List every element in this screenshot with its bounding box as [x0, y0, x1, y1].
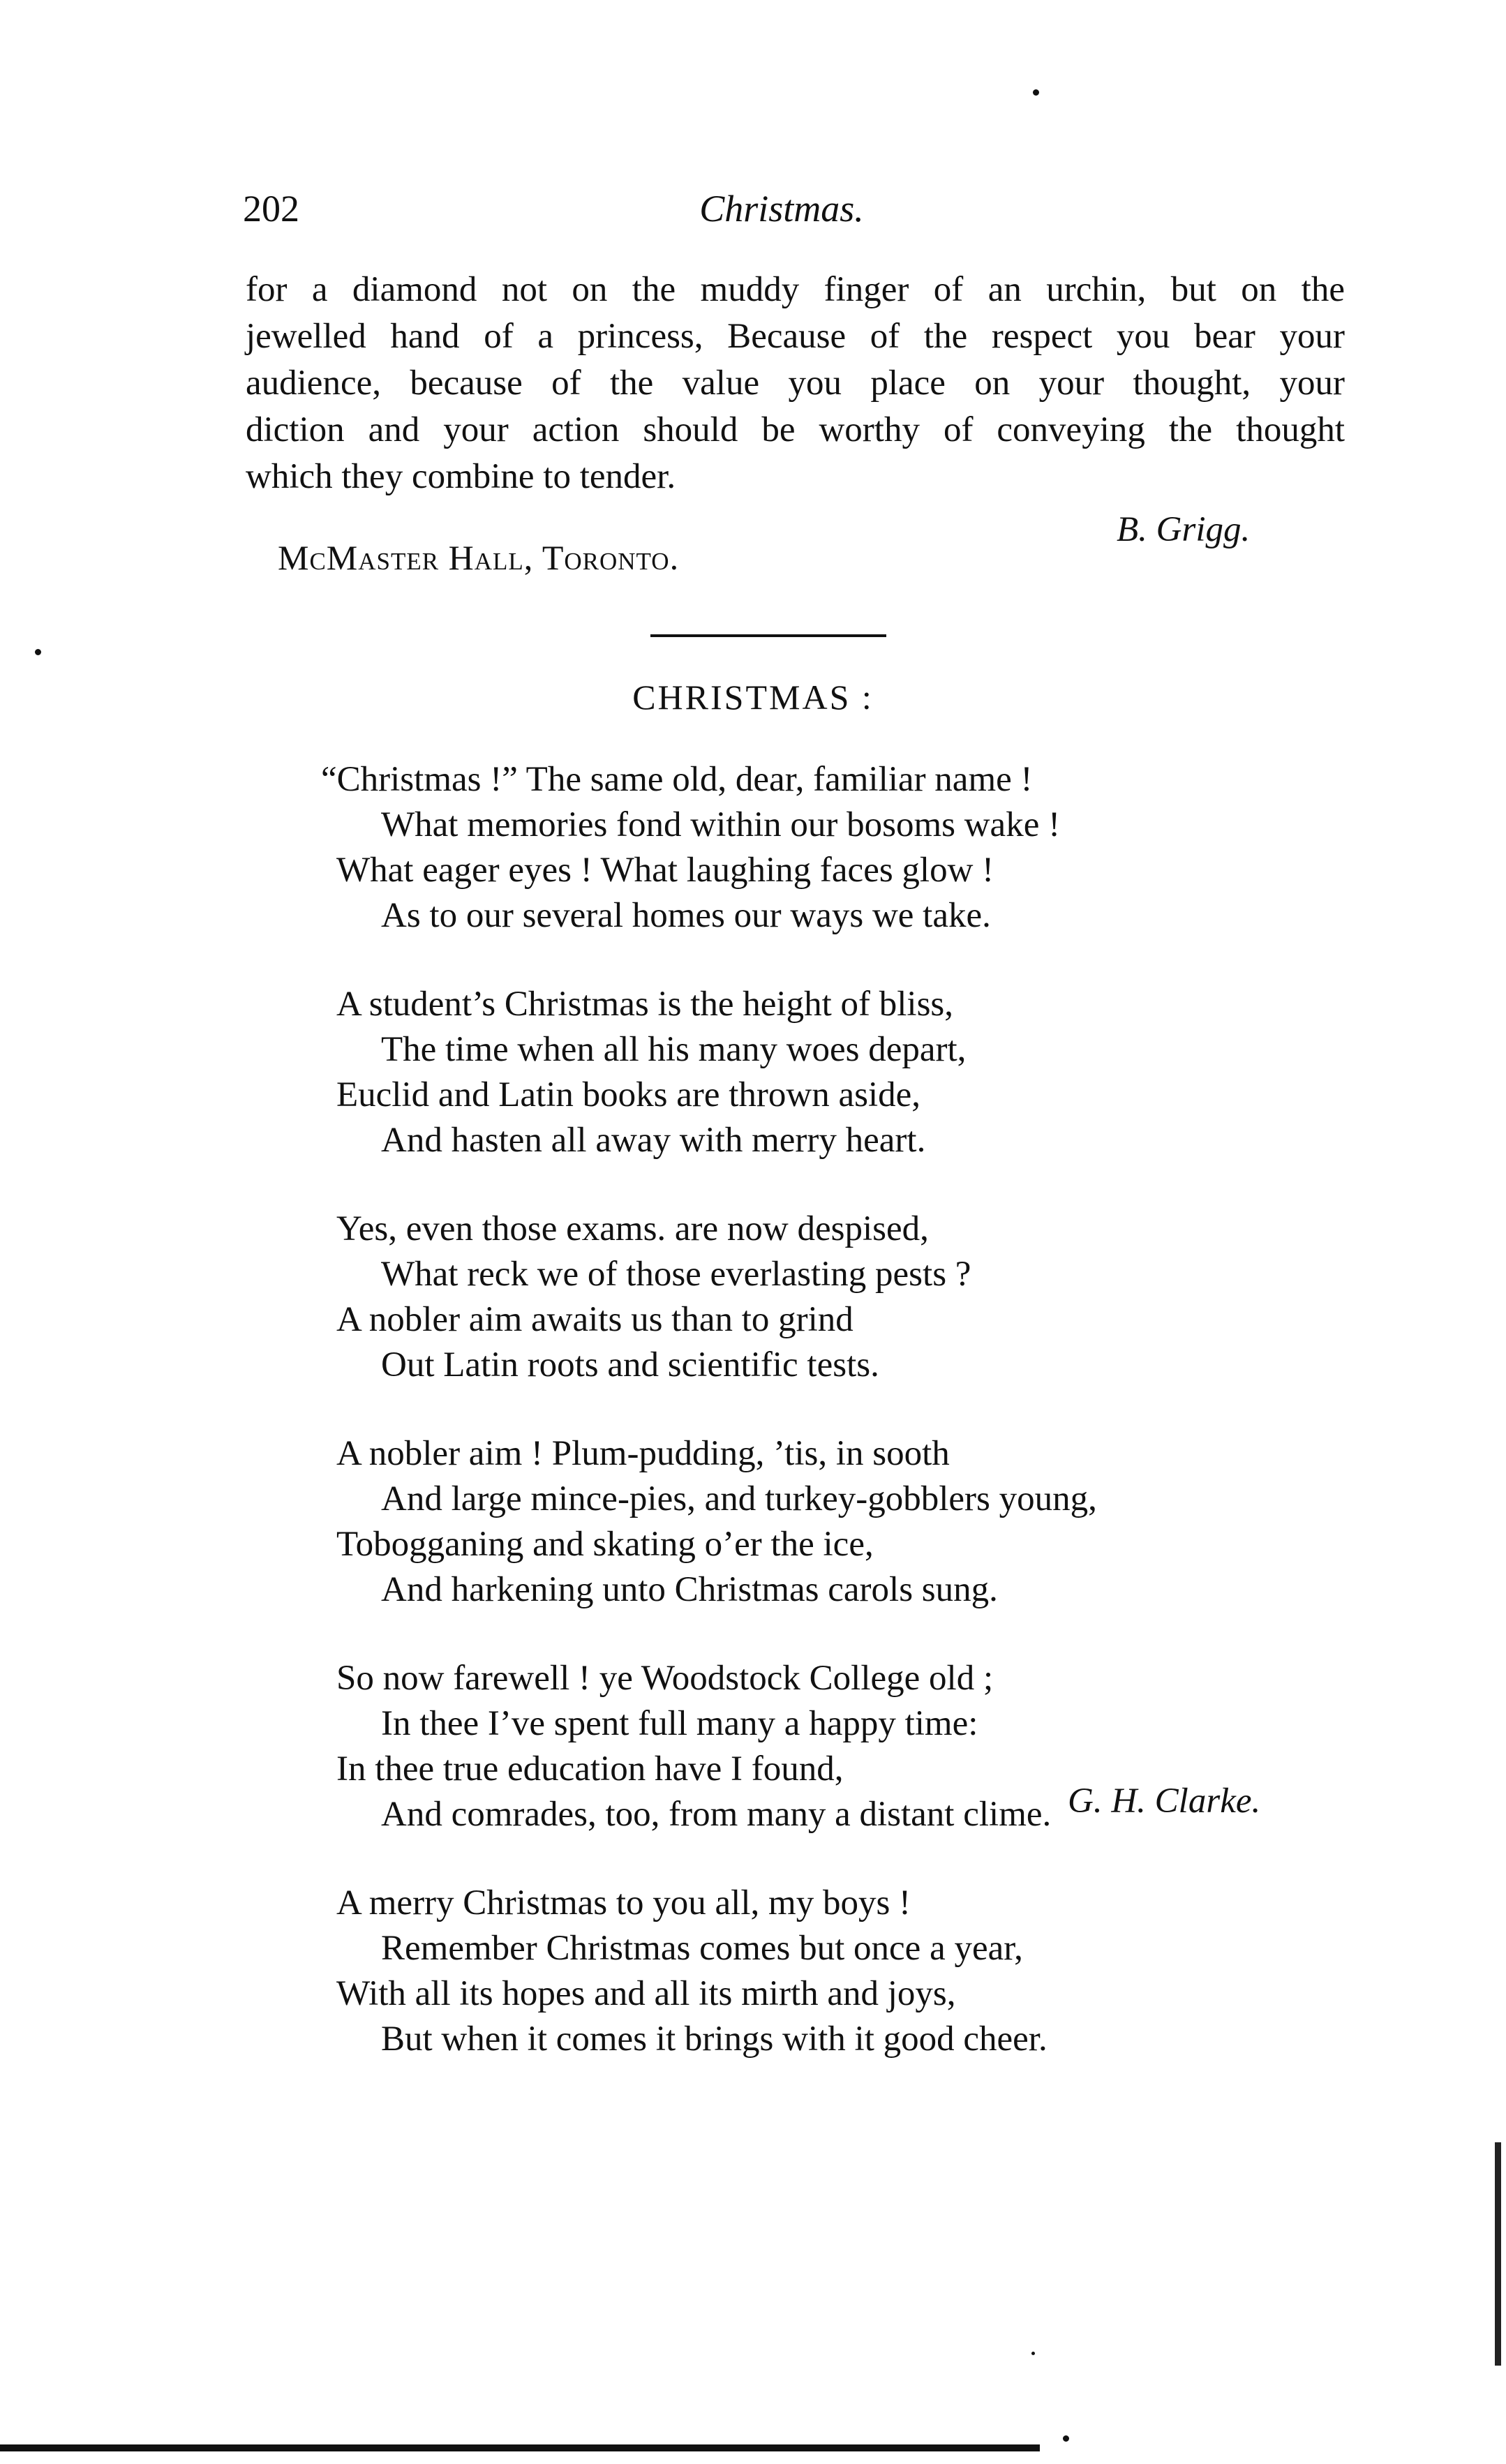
verse-line: Remember Christmas comes but once a year,: [381, 1929, 1023, 1968]
scan-speck: [35, 649, 41, 655]
verse-line: What eager eyes ! What laughing faces glow !: [336, 851, 994, 890]
verse-line: A student’s Christmas is the height of bliss,: [336, 985, 954, 1024]
verse-line: And large mince-pies, and turkey-gobblers young,: [381, 1479, 1097, 1518]
prose-line: which they combine to tender.: [246, 457, 676, 496]
scan-speck: [1063, 2435, 1069, 2442]
prose-paragraph: [246, 267, 1345, 500]
poem: [321, 757, 1369, 2105]
verse-line: And harkening unto Christmas carols sung.: [381, 1570, 998, 1609]
scan-speck: [1033, 89, 1039, 96]
author-signature-clarke: G. H. Clarke.: [1068, 1782, 1261, 1821]
verse-line: What memories fond within our bosoms wake !: [381, 805, 1061, 844]
stanza: [321, 757, 1369, 939]
page-number: 202: [243, 188, 299, 230]
stanza: [336, 1881, 1369, 2062]
verse-line: Out Latin roots and scientific tests.: [381, 1345, 879, 1384]
poem-title: CHRISTMAS :: [632, 678, 874, 717]
prose-line: for a diamond not on the muddy finger of an urchin, but on the: [246, 270, 1345, 309]
scan-speck: [1031, 2352, 1035, 2355]
verse-line: But when it comes it brings with it good cheer.: [381, 2019, 1048, 2059]
verse-line: As to our several homes our ways we take.: [381, 896, 991, 935]
verse-line: And hasten all away with merry heart.: [381, 1121, 926, 1160]
verse-line: A nobler aim ! Plum-pudding, ’tis, in sooth: [336, 1434, 950, 1473]
stanza: [336, 1207, 1369, 1388]
scan-edge-mark: [1495, 2142, 1501, 2366]
prose-line: jewelled hand of a princess, Because of the respect you bear your: [246, 317, 1345, 356]
page-header: [237, 187, 1326, 243]
verse-line: In thee true education have I found,: [336, 1749, 844, 1789]
verse-line: Euclid and Latin books are thrown aside,: [336, 1075, 921, 1114]
author-signature-grigg: B. Grigg.: [1117, 510, 1251, 549]
scan-bottom-edge: [0, 2444, 1040, 2451]
place-line: McMaster Hall, Toronto.: [278, 538, 680, 577]
verse-line: A nobler aim awaits us than to grind: [336, 1300, 853, 1339]
verse-line: Tobogganing and skating o’er the ice,: [336, 1525, 874, 1564]
prose-line: audience, because of the value you place on your thought, your: [246, 364, 1345, 403]
prose-line: diction and your action should be worthy of conveying the thought: [246, 410, 1345, 449]
verse-line: What reck we of those everlasting pests ?: [381, 1255, 971, 1294]
running-title: Christmas.: [699, 188, 864, 230]
stanza: [336, 982, 1369, 1163]
verse-line: The time when all his many woes depart,: [381, 1030, 967, 1069]
stanza: [336, 1431, 1369, 1613]
verse-line: A merry Christmas to you all, my boys !: [336, 1883, 911, 1922]
verse-line: In thee I’ve spent full many a happy time:: [381, 1704, 978, 1743]
verse-line: “Christmas !” The same old, dear, familiar name !: [321, 760, 1033, 799]
verse-line: With all its hopes and all its mirth and joys,: [336, 1974, 956, 2013]
verse-line: Yes, even those exams. are now despised,: [336, 1209, 929, 1248]
section-divider: [650, 634, 886, 637]
verse-line: So now farewell ! ye Woodstock College old ;: [336, 1659, 994, 1698]
verse-line: And comrades, too, from many a distant clime.: [381, 1795, 1052, 1834]
